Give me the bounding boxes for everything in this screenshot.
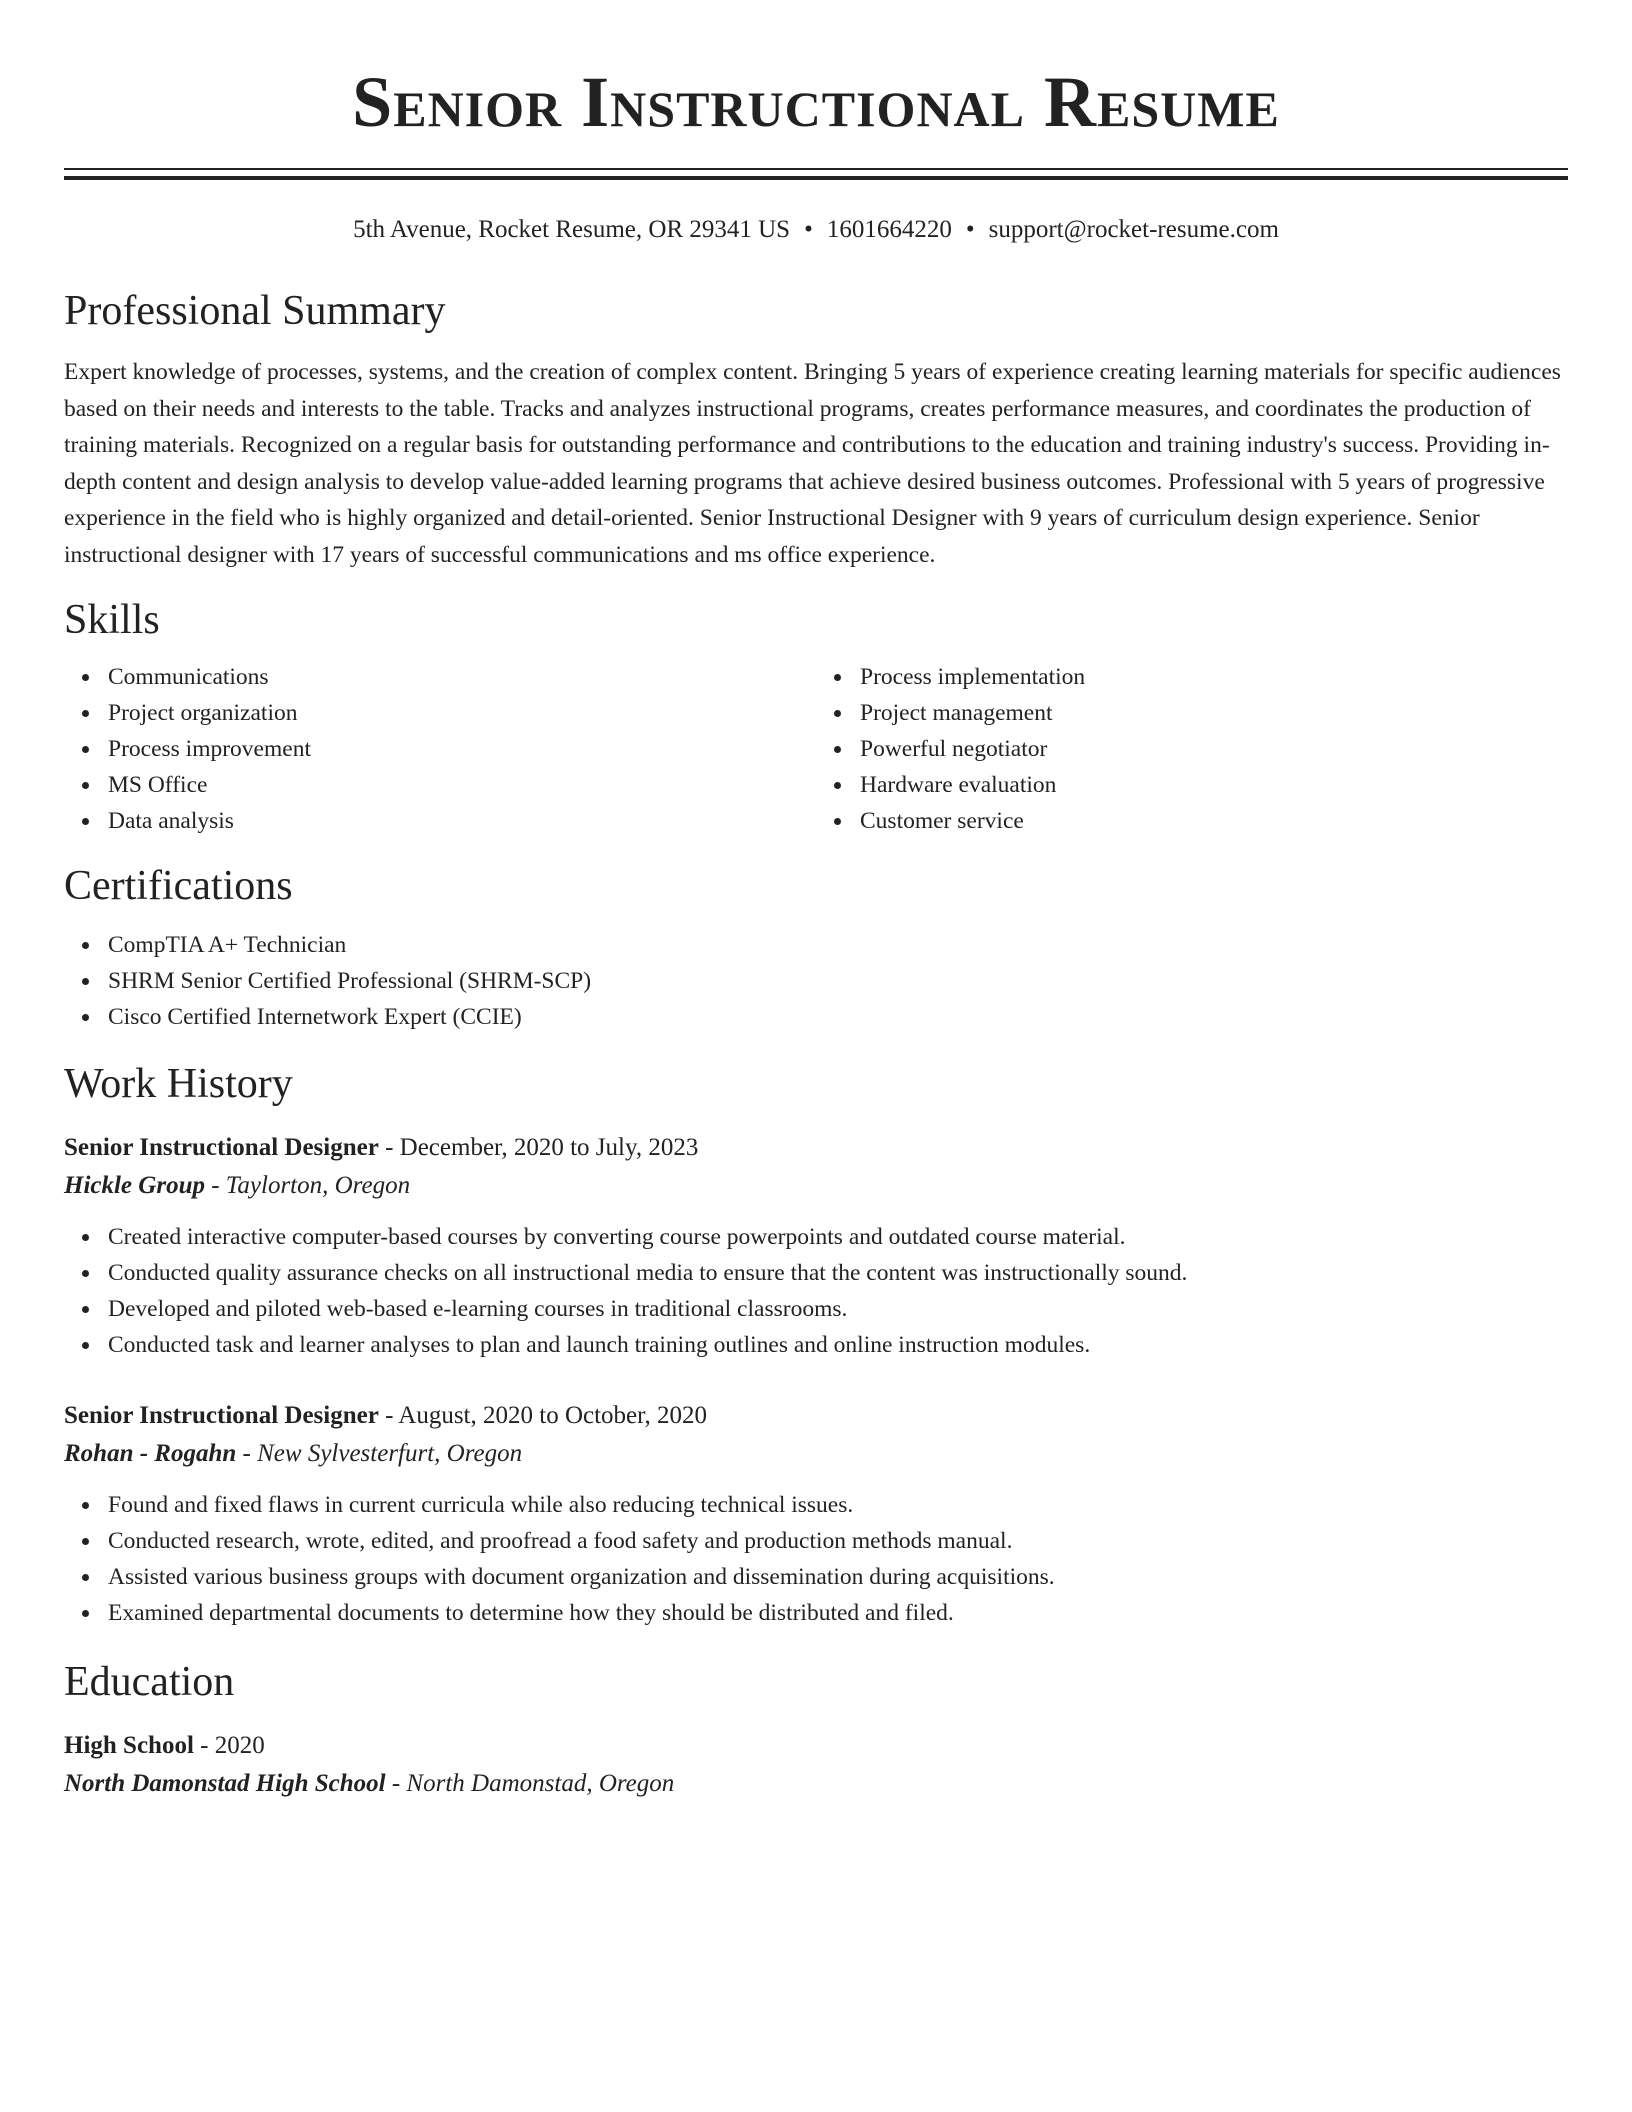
skill-item: MS Office xyxy=(108,767,816,803)
job-bullet: Found and fixed flaws in current curricula while also reducing technical issues. xyxy=(108,1487,1568,1523)
resume-title: Senior Instructional Resume xyxy=(352,62,1280,142)
contact-address: 5th Avenue, Rocket Resume, OR 29341 US xyxy=(353,216,791,243)
skill-item: Communications xyxy=(108,659,816,695)
job-bullet: Developed and piloted web-based e-learning courses in traditional classrooms. xyxy=(108,1291,1568,1327)
education-degree-line xyxy=(64,1727,1568,1765)
skills-column-left xyxy=(64,659,816,839)
contact-separator: • xyxy=(965,216,975,243)
summary-text: Expert knowledge of processes, systems, and the creation of complex content. Bringing 5 years of experience creating learning materials for specific audiences based on their needs and interests to the table. Tracks and analyzes instructional programs, creates performance measures, and coordinates the production of training materials. Recognized on a regular basis for outstanding performance and contributions to the education and training industry's success. Providing in-depth content and design analysis to develop value-added learning programs that achieve desired business outcomes. Professional with 5 years of progressive experience in the field who is highly organized and detail-oriented. Senior Instructional Designer with 9 years of curriculum design experience. Senior instructional designer with 17 years of successful communications and ms office experience. xyxy=(64,359,1561,568)
contact-phone: 1601664220 xyxy=(826,216,952,243)
education-year: - 2020 xyxy=(193,1732,265,1759)
job-company-line xyxy=(64,1167,1568,1205)
job-bullet: Examined departmental documents to determine how they should be distributed and filed. xyxy=(108,1595,1568,1631)
job-company: Rohan - Rogahn xyxy=(64,1440,237,1467)
education-school-line xyxy=(64,1765,1568,1803)
certification-item: CompTIA A+ Technician xyxy=(108,927,1568,963)
education-degree: High School xyxy=(64,1732,194,1759)
job-title-line xyxy=(64,1129,1568,1167)
job-entry xyxy=(64,1397,1568,1631)
certifications-heading: Certifications xyxy=(64,863,293,909)
skill-item: Process improvement xyxy=(108,731,816,767)
skill-item: Powerful negotiator xyxy=(860,731,1568,767)
job-dates: - December, 2020 to July, 2023 xyxy=(378,1134,699,1161)
skill-item: Hardware evaluation xyxy=(860,767,1568,803)
education-heading: Education xyxy=(64,1659,235,1705)
skill-item: Project management xyxy=(860,695,1568,731)
certification-item: Cisco Certified Internetwork Expert (CCIE) xyxy=(108,999,1568,1035)
certifications-list xyxy=(64,927,1568,1035)
job-title: Senior Instructional Designer xyxy=(64,1134,379,1161)
title-rule-thick xyxy=(64,176,1568,180)
job-title: Senior Instructional Designer xyxy=(64,1402,379,1429)
job-bullet: Assisted various business groups with document organization and dissemination during acquisitions. xyxy=(108,1559,1568,1595)
job-company-line xyxy=(64,1435,1568,1473)
skill-item: Project organization xyxy=(108,695,816,731)
skill-item: Process implementation xyxy=(860,659,1568,695)
job-entry xyxy=(64,1129,1568,1363)
summary-heading: Professional Summary xyxy=(64,288,446,334)
skill-item: Data analysis xyxy=(108,803,816,839)
job-bullets xyxy=(64,1219,1568,1363)
job-bullet: Conducted task and learner analyses to plan and launch training outlines and online instruction modules. xyxy=(108,1327,1568,1363)
job-location: - New Sylvesterfurt, Oregon xyxy=(236,1440,523,1467)
job-dates: - August, 2020 to October, 2020 xyxy=(378,1402,707,1429)
work-history-heading: Work History xyxy=(64,1061,293,1107)
job-location: - Taylorton, Oregon xyxy=(204,1172,411,1199)
title-rule-thin xyxy=(64,168,1568,170)
education-entry xyxy=(64,1727,1568,1803)
job-company: Hickle Group xyxy=(64,1172,205,1199)
contact-separator: • xyxy=(804,216,813,243)
certification-item: SHRM Senior Certified Professional (SHRM-SCP) xyxy=(108,963,1568,999)
skills-column-right xyxy=(816,659,1568,839)
skills-list xyxy=(64,659,1568,839)
contact-line xyxy=(64,214,1568,246)
skills-heading: Skills xyxy=(64,597,160,643)
job-title-line xyxy=(64,1397,1568,1435)
contact-email: support@rocket-resume.com xyxy=(988,216,1279,243)
job-bullets xyxy=(64,1487,1568,1631)
education-location: - North Damonstad, Oregon xyxy=(385,1770,675,1797)
job-bullet: Created interactive computer-based courses by converting course powerpoints and outdated course material. xyxy=(108,1219,1568,1255)
skill-item: Customer service xyxy=(860,803,1568,839)
job-bullet: Conducted quality assurance checks on all instructional media to ensure that the content was instructionally sound. xyxy=(108,1255,1568,1291)
education-school: North Damonstad High School xyxy=(64,1770,386,1797)
job-bullet: Conducted research, wrote, edited, and proofread a food safety and production methods manual. xyxy=(108,1523,1568,1559)
